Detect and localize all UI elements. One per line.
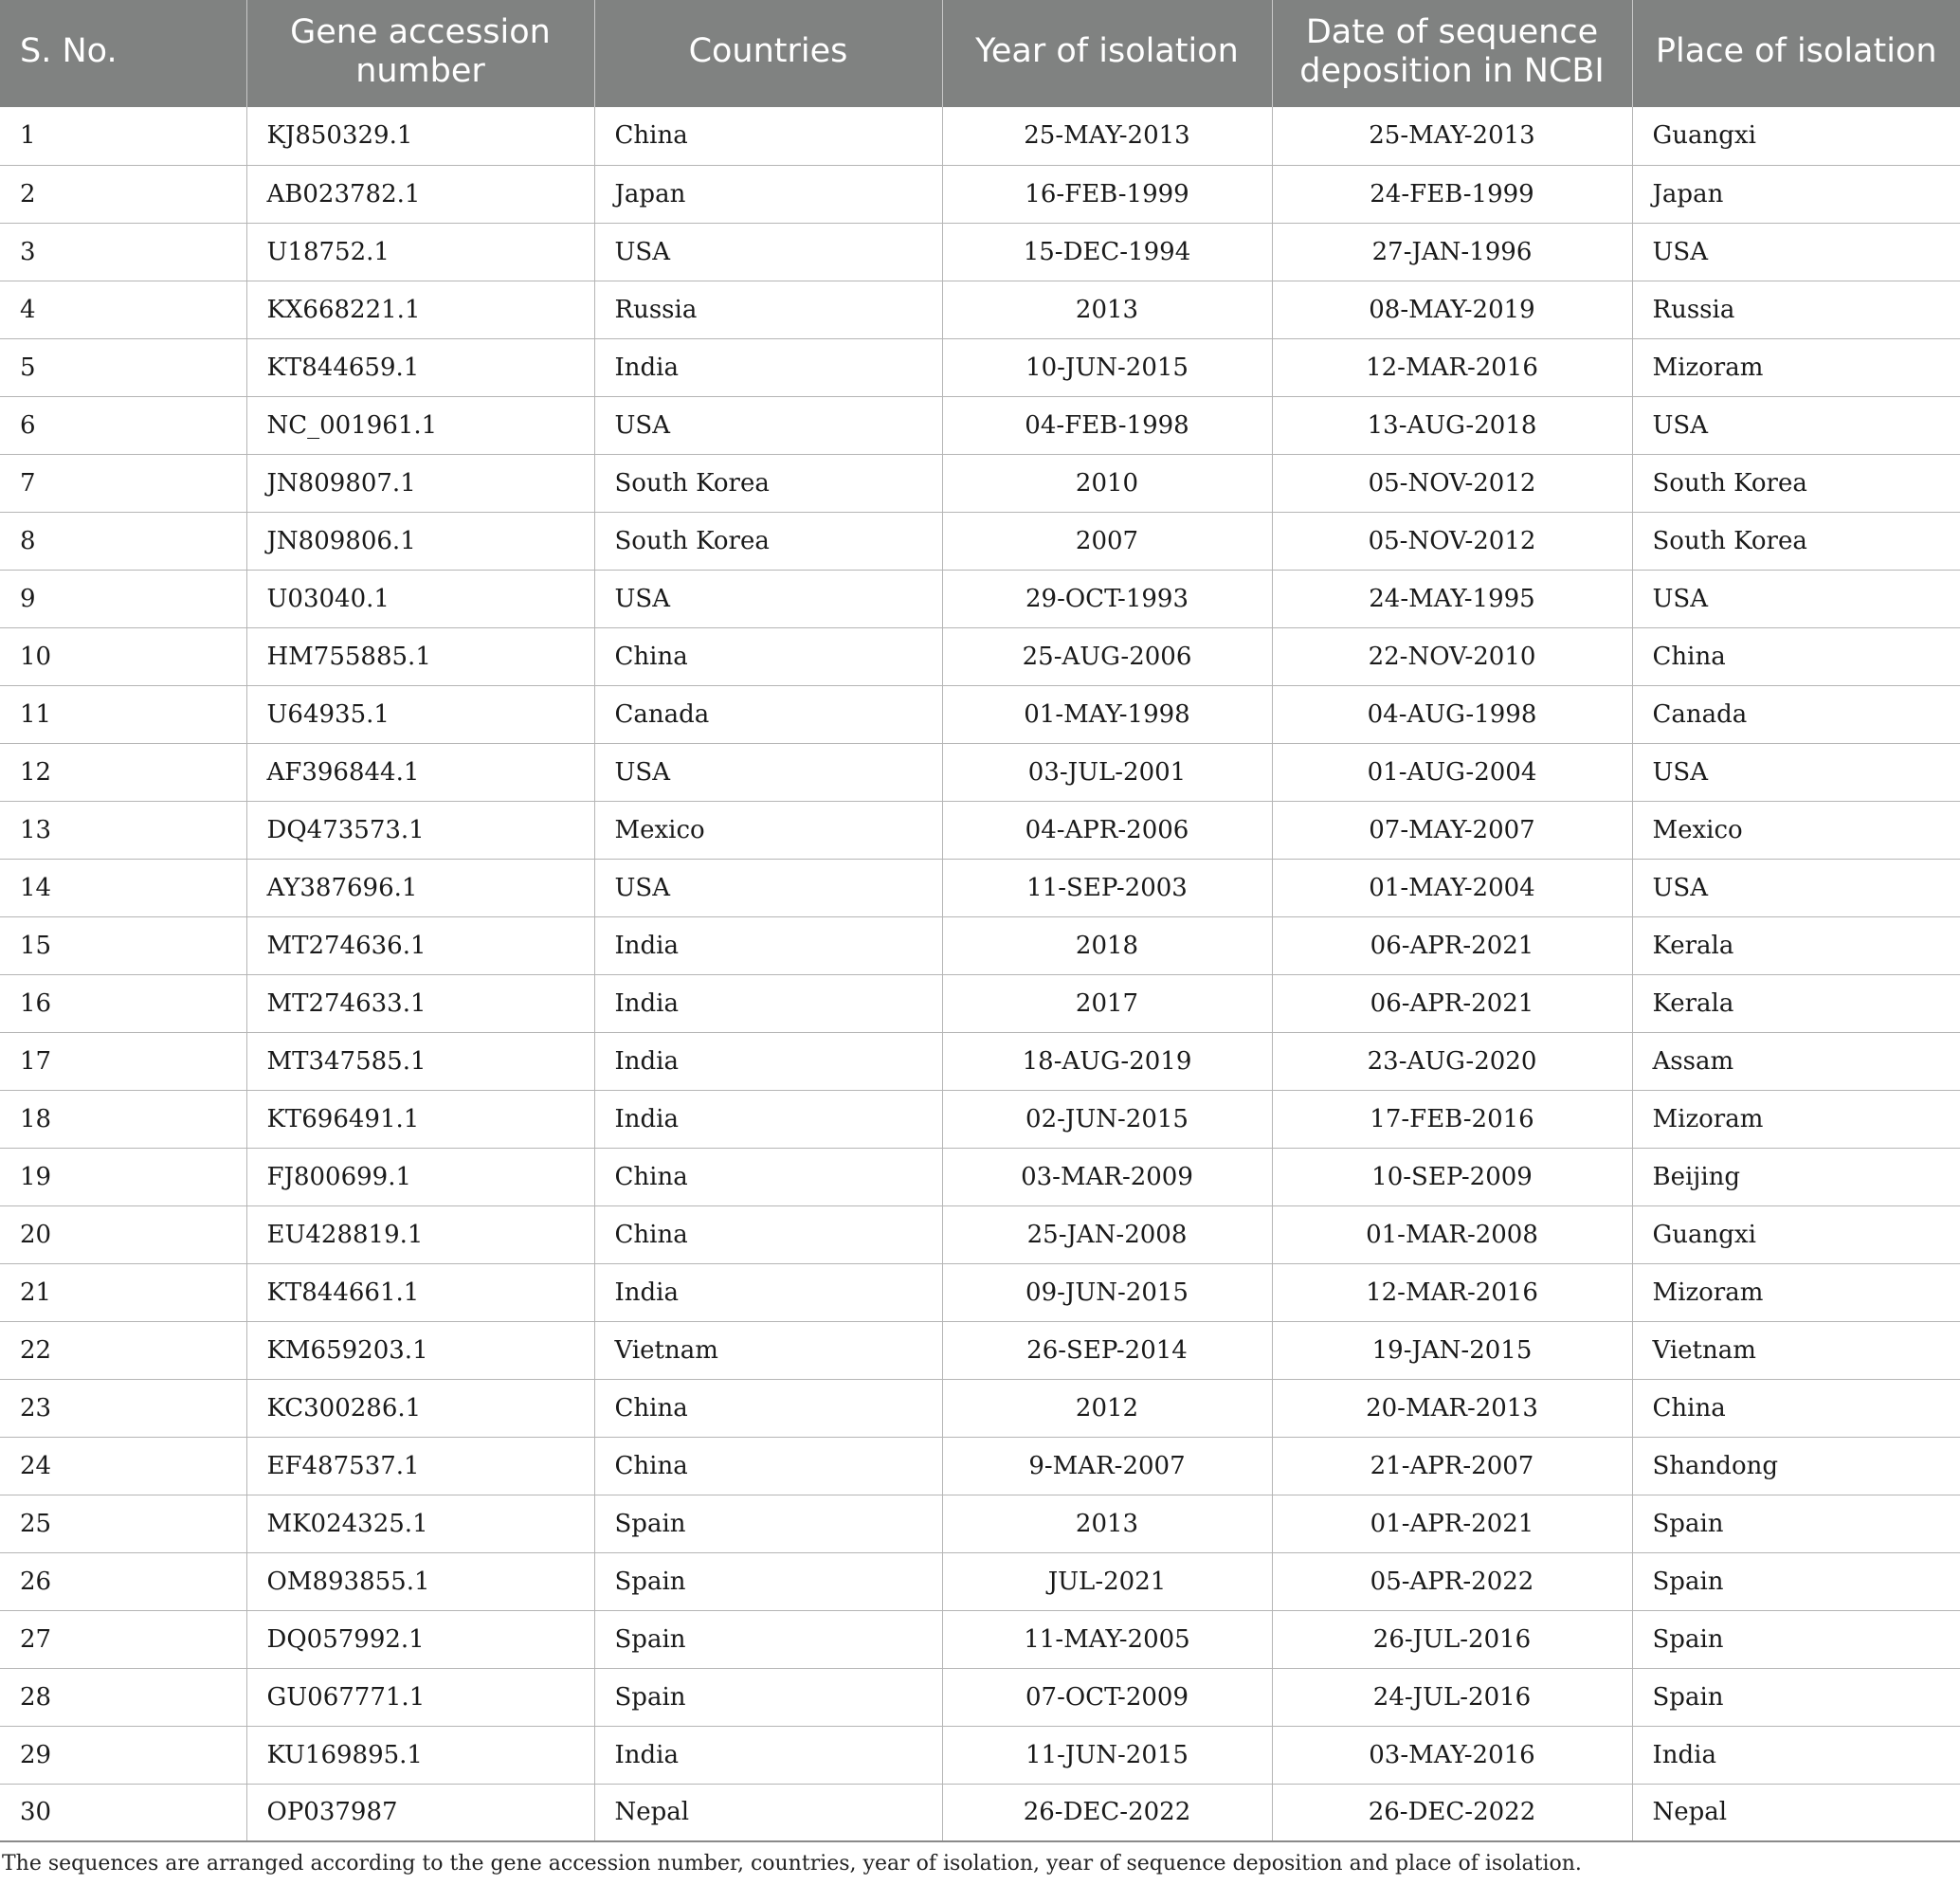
cell-gene-accession: MT274633.1 — [246, 974, 594, 1032]
cell-country: China — [594, 627, 942, 685]
cell-gene-accession: KU169895.1 — [246, 1726, 594, 1784]
cell-serial-number: 5 — [0, 338, 246, 396]
cell-serial-number: 17 — [0, 1032, 246, 1090]
cell-place-of-isolation: Spain — [1632, 1552, 1960, 1610]
cell-gene-accession: DQ473573.1 — [246, 801, 594, 859]
cell-country: South Korea — [594, 454, 942, 512]
cell-gene-accession: NC_001961.1 — [246, 396, 594, 454]
cell-deposition-date: 21-APR-2007 — [1272, 1437, 1632, 1495]
table-header — [0, 0, 1960, 107]
table-row — [0, 1032, 1960, 1090]
cell-gene-accession: KC300286.1 — [246, 1379, 594, 1437]
cell-year-of-isolation: 2018 — [942, 916, 1272, 974]
cell-country: South Korea — [594, 512, 942, 570]
cell-gene-accession: KX668221.1 — [246, 281, 594, 338]
cell-gene-accession: KT696491.1 — [246, 1090, 594, 1148]
cell-country: Spain — [594, 1495, 942, 1552]
cell-serial-number: 1 — [0, 107, 246, 165]
table-row — [0, 281, 1960, 338]
table-row — [0, 1379, 1960, 1437]
cell-gene-accession: KT844659.1 — [246, 338, 594, 396]
cell-place-of-isolation: Japan — [1632, 165, 1960, 223]
cell-place-of-isolation: Assam — [1632, 1032, 1960, 1090]
cell-deposition-date: 05-NOV-2012 — [1272, 454, 1632, 512]
cell-country: USA — [594, 570, 942, 627]
cell-place-of-isolation: Guangxi — [1632, 1205, 1960, 1263]
cell-serial-number: 24 — [0, 1437, 246, 1495]
cell-year-of-isolation: 01-MAY-1998 — [942, 685, 1272, 743]
cell-year-of-isolation: 02-JUN-2015 — [942, 1090, 1272, 1148]
cell-year-of-isolation: 11-MAY-2005 — [942, 1610, 1272, 1668]
cell-place-of-isolation: Mizoram — [1632, 1263, 1960, 1321]
cell-gene-accession: EU428819.1 — [246, 1205, 594, 1263]
cell-serial-number: 11 — [0, 685, 246, 743]
cell-country: Spain — [594, 1610, 942, 1668]
cell-country: Nepal — [594, 1784, 942, 1841]
cell-country: Spain — [594, 1668, 942, 1726]
cell-deposition-date: 26-JUL-2016 — [1272, 1610, 1632, 1668]
cell-deposition-date: 01-MAR-2008 — [1272, 1205, 1632, 1263]
cell-deposition-date: 05-NOV-2012 — [1272, 512, 1632, 570]
cell-serial-number: 8 — [0, 512, 246, 570]
cell-country: China — [594, 1379, 942, 1437]
cell-year-of-isolation: 2017 — [942, 974, 1272, 1032]
cell-place-of-isolation: USA — [1632, 396, 1960, 454]
cell-country: India — [594, 1090, 942, 1148]
cell-year-of-isolation: 2013 — [942, 1495, 1272, 1552]
cell-place-of-isolation: China — [1632, 1379, 1960, 1437]
cell-gene-accession: U03040.1 — [246, 570, 594, 627]
cell-gene-accession: AF396844.1 — [246, 743, 594, 801]
cell-deposition-date: 01-APR-2021 — [1272, 1495, 1632, 1552]
cell-serial-number: 12 — [0, 743, 246, 801]
table-row — [0, 1205, 1960, 1263]
cell-year-of-isolation: 03-MAR-2009 — [942, 1148, 1272, 1205]
cell-deposition-date: 25-MAY-2013 — [1272, 107, 1632, 165]
header-date-of-deposition: Date of sequence deposition in NCBI — [1272, 0, 1632, 107]
cell-year-of-isolation: 04-APR-2006 — [942, 801, 1272, 859]
cell-deposition-date: 20-MAR-2013 — [1272, 1379, 1632, 1437]
cell-place-of-isolation: Vietnam — [1632, 1321, 1960, 1379]
table-row — [0, 396, 1960, 454]
cell-year-of-isolation: 29-OCT-1993 — [942, 570, 1272, 627]
table-row — [0, 1610, 1960, 1668]
cell-country: India — [594, 1263, 942, 1321]
cell-year-of-isolation: 25-JAN-2008 — [942, 1205, 1272, 1263]
cell-deposition-date: 01-AUG-2004 — [1272, 743, 1632, 801]
table-row — [0, 512, 1960, 570]
cell-gene-accession: MK024325.1 — [246, 1495, 594, 1552]
cell-gene-accession: AB023782.1 — [246, 165, 594, 223]
cell-country: India — [594, 916, 942, 974]
table-row — [0, 627, 1960, 685]
table-row — [0, 801, 1960, 859]
cell-year-of-isolation: 15-DEC-1994 — [942, 223, 1272, 281]
header-year-of-isolation: Year of isolation — [942, 0, 1272, 107]
cell-place-of-isolation: Kerala — [1632, 974, 1960, 1032]
cell-country: USA — [594, 859, 942, 916]
cell-serial-number: 10 — [0, 627, 246, 685]
cell-deposition-date: 17-FEB-2016 — [1272, 1090, 1632, 1148]
cell-country: Canada — [594, 685, 942, 743]
cell-country: Mexico — [594, 801, 942, 859]
cell-year-of-isolation: 2010 — [942, 454, 1272, 512]
cell-place-of-isolation: Nepal — [1632, 1784, 1960, 1841]
table-footnote: The sequences are arranged according to the gene accession number, countries, year of isolation, year of sequence deposition and place of isolation. — [2, 1852, 1582, 1876]
cell-place-of-isolation: Guangxi — [1632, 107, 1960, 165]
cell-serial-number: 15 — [0, 916, 246, 974]
table-row — [0, 223, 1960, 281]
cell-deposition-date: 03-MAY-2016 — [1272, 1726, 1632, 1784]
cell-year-of-isolation: 18-AUG-2019 — [942, 1032, 1272, 1090]
cell-deposition-date: 13-AUG-2018 — [1272, 396, 1632, 454]
cell-serial-number: 25 — [0, 1495, 246, 1552]
table-row — [0, 338, 1960, 396]
cell-gene-accession: EF487537.1 — [246, 1437, 594, 1495]
cell-serial-number: 20 — [0, 1205, 246, 1263]
cell-deposition-date: 06-APR-2021 — [1272, 974, 1632, 1032]
cell-serial-number: 29 — [0, 1726, 246, 1784]
table-row — [0, 570, 1960, 627]
cell-country: Japan — [594, 165, 942, 223]
cell-country: China — [594, 1437, 942, 1495]
cell-deposition-date: 12-MAR-2016 — [1272, 1263, 1632, 1321]
cell-place-of-isolation: USA — [1632, 570, 1960, 627]
cell-serial-number: 4 — [0, 281, 246, 338]
cell-deposition-date: 01-MAY-2004 — [1272, 859, 1632, 916]
cell-place-of-isolation: USA — [1632, 743, 1960, 801]
table-row — [0, 859, 1960, 916]
cell-year-of-isolation: 2013 — [942, 281, 1272, 338]
header-serial-number: S. No. — [0, 0, 246, 107]
cell-place-of-isolation: Shandong — [1632, 1437, 1960, 1495]
cell-country: USA — [594, 223, 942, 281]
cell-deposition-date: 23-AUG-2020 — [1272, 1032, 1632, 1090]
cell-year-of-isolation: JUL-2021 — [942, 1552, 1272, 1610]
cell-country: USA — [594, 743, 942, 801]
cell-serial-number: 21 — [0, 1263, 246, 1321]
table-row — [0, 916, 1960, 974]
cell-gene-accession: U64935.1 — [246, 685, 594, 743]
cell-serial-number: 7 — [0, 454, 246, 512]
cell-year-of-isolation: 2007 — [942, 512, 1272, 570]
table-row — [0, 1495, 1960, 1552]
cell-place-of-isolation: Russia — [1632, 281, 1960, 338]
cell-deposition-date: 24-MAY-1995 — [1272, 570, 1632, 627]
cell-deposition-date: 04-AUG-1998 — [1272, 685, 1632, 743]
cell-year-of-isolation: 26-DEC-2022 — [942, 1784, 1272, 1841]
cell-serial-number: 23 — [0, 1379, 246, 1437]
cell-place-of-isolation: India — [1632, 1726, 1960, 1784]
cell-deposition-date: 10-SEP-2009 — [1272, 1148, 1632, 1205]
cell-country: India — [594, 1032, 942, 1090]
cell-gene-accession: OM893855.1 — [246, 1552, 594, 1610]
cell-year-of-isolation: 26-SEP-2014 — [942, 1321, 1272, 1379]
cell-deposition-date: 22-NOV-2010 — [1272, 627, 1632, 685]
cell-place-of-isolation: China — [1632, 627, 1960, 685]
cell-deposition-date: 19-JAN-2015 — [1272, 1321, 1632, 1379]
cell-country: China — [594, 1148, 942, 1205]
table-row — [0, 1321, 1960, 1379]
cell-deposition-date: 24-FEB-1999 — [1272, 165, 1632, 223]
cell-year-of-isolation: 11-SEP-2003 — [942, 859, 1272, 916]
cell-gene-accession: JN809806.1 — [246, 512, 594, 570]
cell-place-of-isolation: Spain — [1632, 1668, 1960, 1726]
cell-year-of-isolation: 16-FEB-1999 — [942, 165, 1272, 223]
table-row — [0, 1148, 1960, 1205]
cell-country: China — [594, 1205, 942, 1263]
cell-gene-accession: KT844661.1 — [246, 1263, 594, 1321]
cell-serial-number: 3 — [0, 223, 246, 281]
table-row — [0, 1552, 1960, 1610]
cell-year-of-isolation: 09-JUN-2015 — [942, 1263, 1272, 1321]
cell-gene-accession: MT347585.1 — [246, 1032, 594, 1090]
cell-deposition-date: 06-APR-2021 — [1272, 916, 1632, 974]
cell-year-of-isolation: 9-MAR-2007 — [942, 1437, 1272, 1495]
cell-place-of-isolation: USA — [1632, 859, 1960, 916]
cell-deposition-date: 27-JAN-1996 — [1272, 223, 1632, 281]
cell-place-of-isolation: South Korea — [1632, 512, 1960, 570]
cell-country: India — [594, 338, 942, 396]
cell-place-of-isolation: Beijing — [1632, 1148, 1960, 1205]
cell-serial-number: 9 — [0, 570, 246, 627]
table-row — [0, 685, 1960, 743]
cell-place-of-isolation: South Korea — [1632, 454, 1960, 512]
cell-serial-number: 14 — [0, 859, 246, 916]
cell-serial-number: 22 — [0, 1321, 246, 1379]
cell-place-of-isolation: Kerala — [1632, 916, 1960, 974]
table-body — [0, 107, 1960, 1841]
cell-place-of-isolation: Spain — [1632, 1495, 1960, 1552]
cell-place-of-isolation: Spain — [1632, 1610, 1960, 1668]
cell-gene-accession: OP037987 — [246, 1784, 594, 1841]
cell-serial-number: 2 — [0, 165, 246, 223]
cell-deposition-date: 05-APR-2022 — [1272, 1552, 1632, 1610]
cell-gene-accession: KM659203.1 — [246, 1321, 594, 1379]
cell-serial-number: 6 — [0, 396, 246, 454]
cell-deposition-date: 12-MAR-2016 — [1272, 338, 1632, 396]
cell-country: USA — [594, 396, 942, 454]
cell-serial-number: 28 — [0, 1668, 246, 1726]
cell-country: Vietnam — [594, 1321, 942, 1379]
table-row — [0, 1437, 1960, 1495]
cell-gene-accession: DQ057992.1 — [246, 1610, 594, 1668]
cell-serial-number: 19 — [0, 1148, 246, 1205]
table-row — [0, 743, 1960, 801]
cell-deposition-date: 08-MAY-2019 — [1272, 281, 1632, 338]
header-row — [0, 0, 1960, 107]
cell-year-of-isolation: 10-JUN-2015 — [942, 338, 1272, 396]
table-row — [0, 454, 1960, 512]
cell-gene-accession: JN809807.1 — [246, 454, 594, 512]
cell-country: Spain — [594, 1552, 942, 1610]
table-row — [0, 1263, 1960, 1321]
header-place-of-isolation: Place of isolation — [1632, 0, 1960, 107]
cell-gene-accession: FJ800699.1 — [246, 1148, 594, 1205]
cell-country: India — [594, 1726, 942, 1784]
table-row — [0, 1784, 1960, 1841]
cell-deposition-date: 24-JUL-2016 — [1272, 1668, 1632, 1726]
cell-deposition-date: 07-MAY-2007 — [1272, 801, 1632, 859]
cell-serial-number: 27 — [0, 1610, 246, 1668]
cell-place-of-isolation: Canada — [1632, 685, 1960, 743]
cell-country: Russia — [594, 281, 942, 338]
cell-place-of-isolation: USA — [1632, 223, 1960, 281]
table-row — [0, 165, 1960, 223]
cell-deposition-date: 26-DEC-2022 — [1272, 1784, 1632, 1841]
cell-serial-number: 13 — [0, 801, 246, 859]
table-row — [0, 107, 1960, 165]
cell-place-of-isolation: Mizoram — [1632, 1090, 1960, 1148]
table-row — [0, 974, 1960, 1032]
header-countries: Countries — [594, 0, 942, 107]
cell-year-of-isolation: 03-JUL-2001 — [942, 743, 1272, 801]
cell-gene-accession: GU067771.1 — [246, 1668, 594, 1726]
cell-country: India — [594, 974, 942, 1032]
cell-year-of-isolation: 11-JUN-2015 — [942, 1726, 1272, 1784]
table-row — [0, 1090, 1960, 1148]
cell-year-of-isolation: 04-FEB-1998 — [942, 396, 1272, 454]
cell-gene-accession: MT274636.1 — [246, 916, 594, 974]
cell-year-of-isolation: 25-AUG-2006 — [942, 627, 1272, 685]
cell-serial-number: 18 — [0, 1090, 246, 1148]
cell-year-of-isolation: 25-MAY-2013 — [942, 107, 1272, 165]
table-row — [0, 1668, 1960, 1726]
table-row — [0, 1726, 1960, 1784]
header-gene-accession-number: Gene accession number — [246, 0, 594, 107]
cell-serial-number: 30 — [0, 1784, 246, 1841]
cell-year-of-isolation: 2012 — [942, 1379, 1272, 1437]
cell-gene-accession: HM755885.1 — [246, 627, 594, 685]
cell-gene-accession: AY387696.1 — [246, 859, 594, 916]
cell-place-of-isolation: Mexico — [1632, 801, 1960, 859]
cell-year-of-isolation: 07-OCT-2009 — [942, 1668, 1272, 1726]
cell-serial-number: 26 — [0, 1552, 246, 1610]
cell-gene-accession: KJ850329.1 — [246, 107, 594, 165]
cell-place-of-isolation: Mizoram — [1632, 338, 1960, 396]
cell-country: China — [594, 107, 942, 165]
cell-gene-accession: U18752.1 — [246, 223, 594, 281]
cell-serial-number: 16 — [0, 974, 246, 1032]
